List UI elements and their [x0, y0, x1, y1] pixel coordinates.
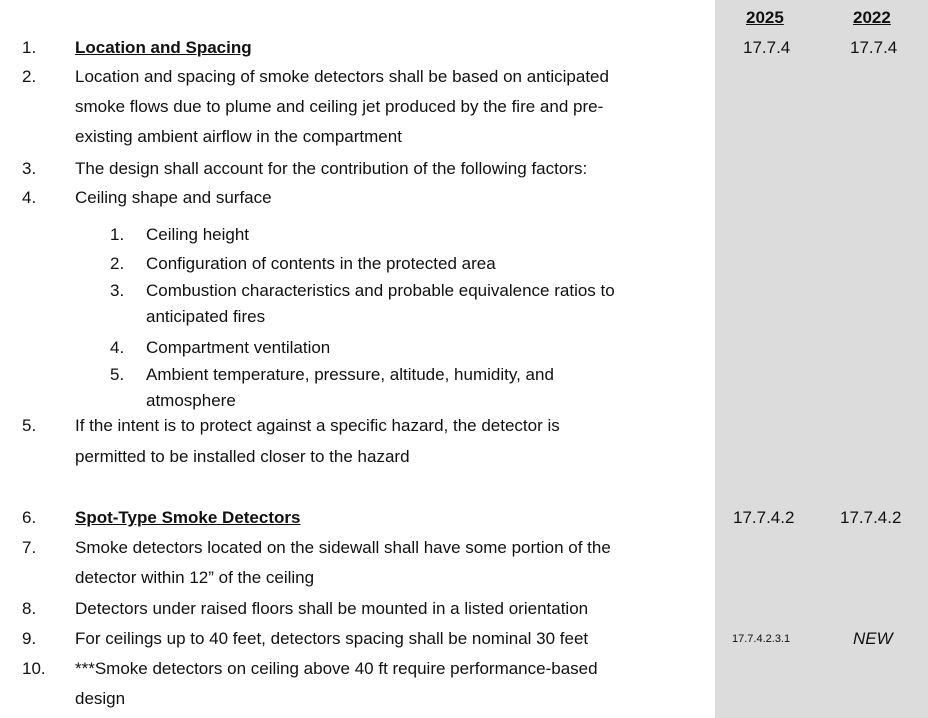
item-10-line-2: design [75, 689, 126, 708]
item-2-number: 2. [22, 67, 37, 86]
item-6-ref-2022: 17.7.4.2 [840, 508, 902, 527]
item-4-text: Ceiling shape and surface [75, 188, 272, 207]
item-9-ref-2022: NEW [853, 629, 893, 648]
subitem-3-line-2: anticipated fires [146, 307, 266, 326]
item-10-line-1: ***Smoke detectors on ceiling above 40 ft require performance-based [75, 659, 598, 678]
item-7-number: 7. [22, 538, 37, 557]
section-title-spot-type: Spot-Type Smoke Detectors [75, 508, 301, 527]
subitem-2-text: Configuration of contents in the protected area [146, 254, 496, 273]
subitem-5-line-1: Ambient temperature, pressure, altitude, humidity, and [146, 365, 554, 384]
subitem-3-number: 3. [110, 281, 125, 300]
item-2-line-3: existing ambient airflow in the compartment [75, 127, 402, 146]
item-5-line-2: permitted to be installed closer to the hazard [75, 447, 410, 466]
item-10-number: 10. [22, 659, 46, 678]
subitem-1-text: Ceiling height [146, 225, 250, 244]
item-1-number: 1. [22, 38, 37, 57]
item-7-line-2: detector within 12” of the ceiling [75, 568, 315, 587]
item-4-number: 4. [22, 188, 37, 207]
item-9-ref-2025: 17.7.4.2.3.1 [732, 633, 791, 645]
item-6-number: 6. [22, 508, 37, 527]
item-2-line-2: smoke flows due to plume and ceiling jet produced by the fire and pre- [75, 97, 604, 116]
subitem-5-number: 5. [110, 365, 125, 384]
item-2-line-1: Location and spacing of smoke detectors shall be based on anticipated [75, 67, 609, 86]
subitem-3-line-1: Combustion characteristics and probable equivalence ratios to [146, 281, 615, 300]
subitem-1-number: 1. [110, 225, 125, 244]
subitem-2-number: 2. [110, 254, 125, 273]
item-9-text: For ceilings up to 40 feet, detectors spacing shall be nominal 30 feet [75, 629, 589, 648]
subitem-4-text: Compartment ventilation [146, 338, 331, 357]
item-6-ref-2025: 17.7.4.2 [733, 508, 795, 527]
subitem-4-number: 4. [110, 338, 125, 357]
subitem-5-line-2: atmosphere [146, 391, 236, 410]
item-7-line-1: Smoke detectors located on the sidewall shall have some portion of the [75, 538, 611, 557]
reference-column-shading [715, 0, 928, 718]
item-8-number: 8. [22, 599, 37, 618]
item-5-number: 5. [22, 416, 37, 435]
item-1-ref-2022: 17.7.4 [850, 38, 898, 57]
item-5-line-1: If the intent is to protect against a specific hazard, the detector is [75, 416, 560, 435]
section-title-location-spacing: Location and Spacing [75, 38, 252, 57]
item-3-number: 3. [22, 159, 37, 178]
item-3-text: The design shall account for the contribution of the following factors: [75, 159, 588, 178]
item-1-ref-2025: 17.7.4 [743, 38, 791, 57]
item-8-text: Detectors under raised floors shall be mounted in a listed orientation [75, 599, 589, 618]
item-9-number: 9. [22, 629, 37, 648]
column-header-2022: 2022 [853, 8, 891, 27]
column-header-2025: 2025 [746, 8, 784, 27]
